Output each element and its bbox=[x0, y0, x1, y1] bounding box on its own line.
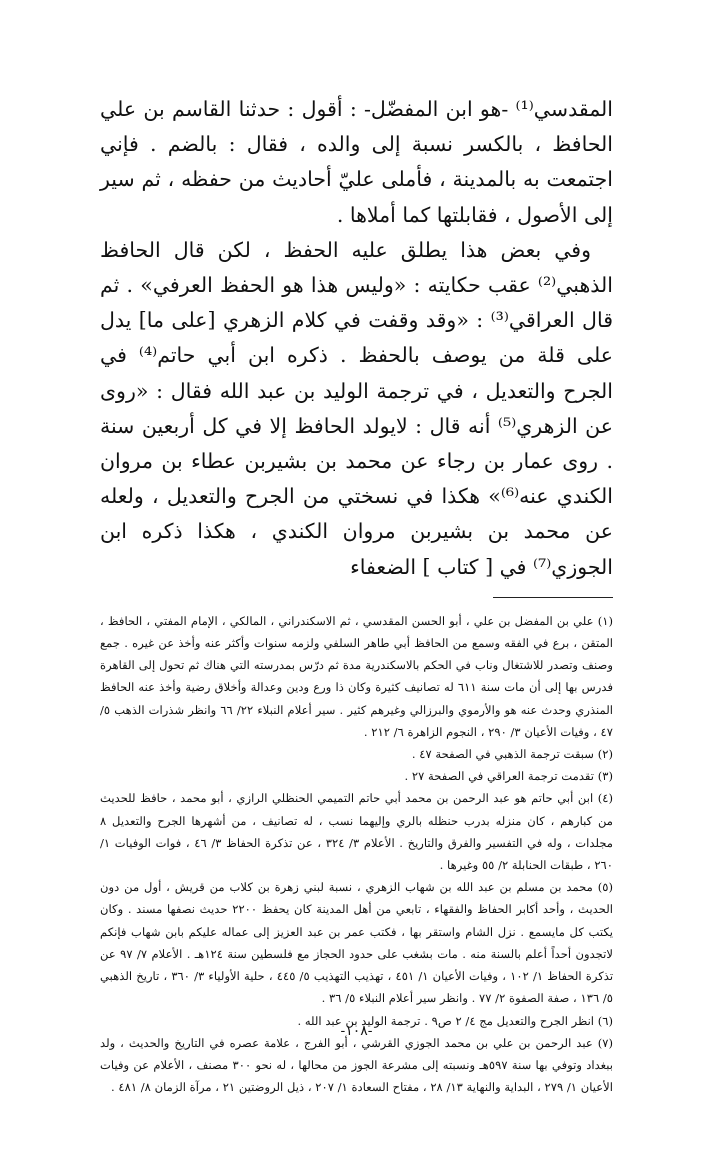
document-page bbox=[100, 92, 613, 1098]
main-paragraph-1: المقدسي⁽¹⁾ -هو ابن المفضّل- : أقول : حدثنا القاسم بن علي الحافظ ، بالكسر نسبة إلى والده ، فقال : بالضم . فإني اجتمعت به بالمدينة ، فأملى عليّ أحاديث من حفظه ، ثم سير إلى الأصول ، فقابلتها كما أملاها . bbox=[100, 97, 613, 227]
page-number: -١٠٨- bbox=[340, 1023, 373, 1039]
footnote-7: (٧) عبد الرحمن بن علي بن محمد الجوزي القرشي ، أبو الفرج ، علامة عصره في التاريخ والحديث ، ولد ببغداد وتوفي بها سنة ٥٩٧هـ ونسبته إلى مشرعة الجوز من محالها ، له نحو ٣٠٠ مصنف ، الأعلام عن وفيات الأعيان ١/ ٢٧٩ ، البداية والنهاية ١٣/ ٢٨ ، مفتاح السعادة ١/ ٢٠٧ ، ذيل الروضتين ٢١ ، مرآة الزمان ٨/ ٤٨١ . bbox=[100, 1035, 613, 1095]
footnote-separator bbox=[493, 597, 613, 598]
footnote-5: (٥) محمد بن مسلم بن عبد الله بن شهاب الزهري ، نسبة لبني زهرة بن كلاب من قريش ، أول من دون الحديث ، وأحد أكابر الحفاظ والفقهاء ، تابعي من أهل المدينة كان يحفظ ٢٢٠٠ حديث نصفها مسند . وكان يكتب كل مايسمع . نزل الشام واستقر بها ، فكتب عمر بن عبد العزيز إلى عماله عليكم بابن شهاب فإنكم لاتجدون أحداً أعلم بالسنة منه . مات بشغب على حدود الحجاز مع فلسطين سنة ١٢٤هـ . الأعلام ٧/ ٩٧ عن تذكرة الحفاظ ١/ ١٠٢ ، وفيات الأعيان ١/ ٤٥١ ، تهذيب التهذيب ٥/ ٤٤٥ ، حلية الأولياء ٣/ ٣٦٠ ، تاريخ الذهبي ٥/ ١٣٦ ، صفة الصفوة ٢/ ٧٧ . وانظر سير أعلام النبلاء ٥/ ٣٦ . bbox=[100, 880, 614, 1006]
footnote-6: (٦) انظر الجرح والتعديل مج ٤/ ٢ ص٩ . ترجمة الوليد بن عبد الله . bbox=[297, 1013, 613, 1028]
main-text bbox=[100, 92, 613, 585]
footnote-1: (١) علي بن المفضل بن علي ، أبو الحسن المقدسي ، ثم الاسكندراني ، المالكي ، الإمام المفتي ، الحافظ ، المتقن ، برع في الفقه وسمع من الحافظ أبي طاهر السلفي ولزمه سنوات وأكثر عنه وأخذ عن غيره . جمع وصنف وتصدر للاشتغال وناب في الحكم بالاسكندرية مدة ثم درّس بمدرسته التي هناك ثم تحول إلى القاهرة فدرس بها إلى أن مات سنة ٦١١ له تصانيف كثيرة وكان ذا ورع ودين وعدالة وأخلاق رضية وأخذ عنه الحافظ المنذري وحدث عنه هو والأرموي والبرزالي وغيرهم كثير . سير أعلام النبلاء ٢٢/ ٦٦ وانظر شذرات الذهب ٥/ ٤٧ ، وفيات الأعيان ٣/ ٢٩٠ ، النجوم الزاهرة ٦/ ٢١٢ . bbox=[100, 613, 613, 739]
main-paragraph-2: وفي بعض هذا يطلق عليه الحفظ ، لكن قال الحافظ الذهبي⁽²⁾ عقب حكايته : «وليس هذا هو الحفظ العرفي» . ثم قال العراقي⁽³⁾ : «وقد وقفت في كلام الزهري [على ما] يدل على قلة من يوصف بالحفظ . ذكره ابن أبي حاتم⁽⁴⁾ في الجرح والتعديل ، في ترجمة الوليد بن عبد الله فقال : «روى عن الزهري⁽⁵⁾ أنه قال : لايولد الحافظ إلا في كل أربعين سنة . روى عمار بن رجاء عن محمد بن بشيربن عطاء بن مروان الكندي عنه⁽⁶⁾» هكذا في نسختي من الجرح والتعديل ، ولعله عن محمد بن بشيربن مروان الكندي ، هكذا ذكره ابن الجوزي⁽⁷⁾ في [ كتاب ] الضعفاء bbox=[100, 237, 614, 579]
footnote-3: (٣) تقدمت ترجمة العراقي في الصفحة ٢٧ . bbox=[404, 769, 613, 784]
footnote-4: (٤) ابن أبي حاتم هو عبد الرحمن بن محمد أبي حاتم التميمي الحنظلي الرازي ، أبو محمد ، حافظ للحديث من كبارهم ، كان منزله بدرب حنظله بالري وإليهما نسب ، له تصانيف ، من أشهرها الجرح والتعديل ٨ مجلدات ، وله في التفسير والفرق والتاريخ . الأعلام ٣/ ٣٢٤ ، عن تذكرة الحفاظ ٣/ ٤٦ ، فوات الوفيات ١/ ٢٦٠ ، طبقات الحنابلة ٢/ ٥٥ وغيرها . bbox=[100, 791, 614, 873]
footnote-2: (٢) سبقت ترجمة الذهبي في الصفحة ٤٧ . bbox=[411, 747, 613, 762]
